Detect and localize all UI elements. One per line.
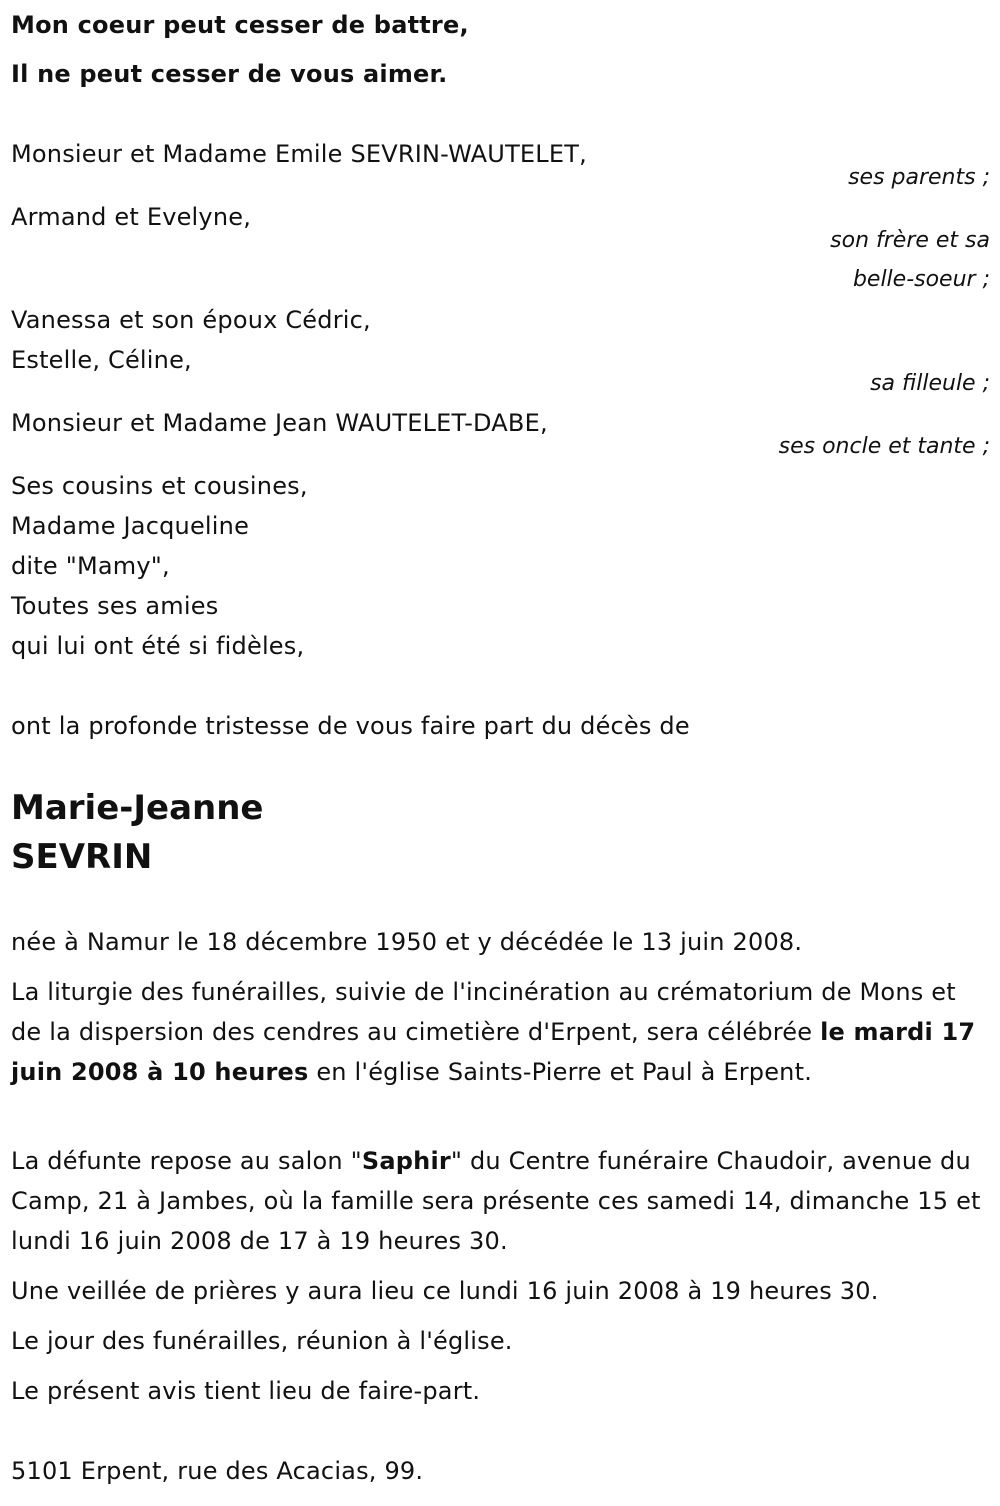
- repose-paragraph: [11, 1141, 986, 1261]
- repose-text-b: " du Centre funéraire Chaudoir, avenue du Camp, 21 à Jambes, où la famille sera présente ces samedi 14, dimanche 15 et lundi 16 juin 2008 de 17 à 19 heures 30.: [11, 1147, 981, 1255]
- family-fideles: qui lui ont été si fidèles,: [11, 632, 305, 660]
- family-parents: Monsieur et Madame Emile SEVRIN-WAUTELET,: [11, 140, 587, 168]
- veillee-line: Une veillée de prières y aura lieu ce lundi 16 juin 2008 à 19 heures 30.: [11, 1277, 879, 1305]
- family-estelle: Estelle, Céline,: [11, 346, 192, 374]
- role-brother-1: son frère et sa: [830, 228, 990, 253]
- deceased-first-name: Marie-Jeanne: [11, 788, 264, 828]
- repose-text-a: La défunte repose au salon ": [11, 1147, 362, 1175]
- faire-part-line: Le présent avis tient lieu de faire-part.: [11, 1377, 481, 1405]
- role-parents: ses parents ;: [848, 165, 990, 190]
- birth-line: née à Namur le 18 décembre 1950 et y décédée le 13 juin 2008.: [11, 928, 803, 956]
- family-uncle: Monsieur et Madame Jean WAUTELET-DABE,: [11, 409, 548, 437]
- announcement: ont la profonde tristesse de vous faire part du décès de: [11, 712, 690, 740]
- family-mamy: dite "Mamy",: [11, 552, 170, 580]
- epigraph-line-1: Mon coeur peut cesser de battre,: [11, 11, 469, 39]
- role-uncle: ses oncle et tante ;: [778, 434, 990, 459]
- liturgy-date: le mardi 17 juin 2008 à 10 heures: [11, 1018, 976, 1086]
- family-cousins: Ses cousins et cousines,: [11, 472, 308, 500]
- salon-name: Saphir: [361, 1147, 451, 1175]
- family-brother: Armand et Evelyne,: [11, 203, 252, 231]
- family-vanessa: Vanessa et son époux Cédric,: [11, 306, 371, 334]
- family-jacqueline: Madame Jacqueline: [11, 512, 250, 540]
- deceased-last-name: SEVRIN: [11, 837, 153, 877]
- liturgy-text-a: La liturgie des funérailles, suivie de l'incinération au crématorium de Mons et de la dispersion des cendres au cimetière d'Erpent, sera célébrée: [11, 978, 956, 1046]
- address-line: 5101 Erpent, rue des Acacias, 99.: [11, 1457, 424, 1485]
- epigraph-line-2: Il ne peut cesser de vous aimer.: [11, 60, 448, 88]
- liturgy-paragraph: [11, 972, 986, 1092]
- role-brother-2: belle-soeur ;: [852, 267, 990, 292]
- liturgy-text-b: en l'église Saints-Pierre et Paul à Erpent.: [308, 1058, 813, 1086]
- family-amies: Toutes ses amies: [11, 592, 219, 620]
- reunion-line: Le jour des funérailles, réunion à l'église.: [11, 1327, 513, 1355]
- role-filleule: sa filleule ;: [870, 371, 990, 396]
